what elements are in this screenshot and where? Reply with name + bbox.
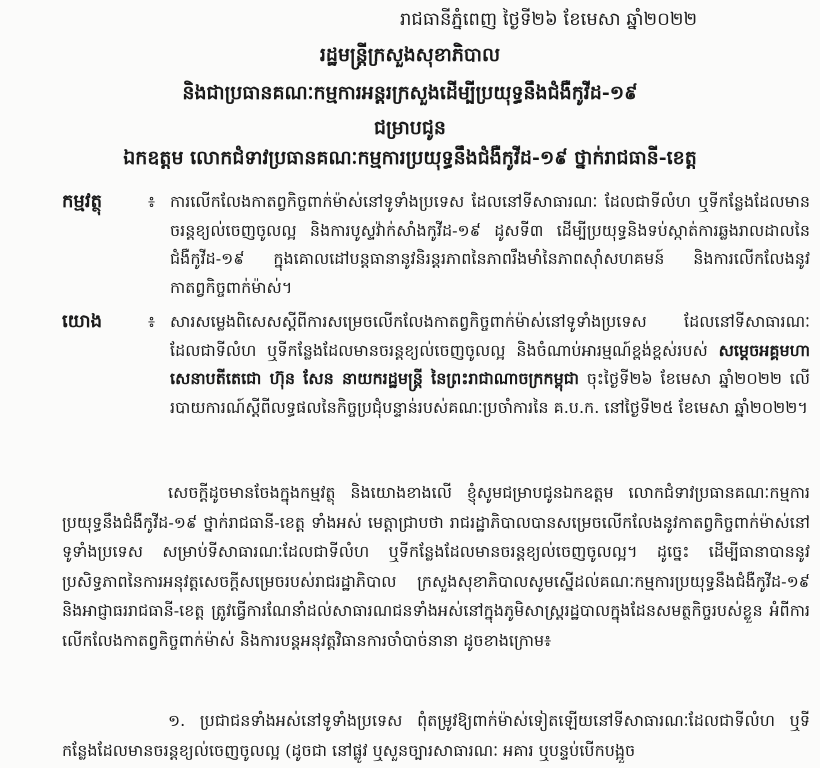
reference-text-end: ចុះថ្ងៃទី២៦ ខែមេសា ឆ្នាំ២០២២ លើរបាយការណ៍ស្តីពីលទ្ធផលនៃកិច្ចប្រជុំបន្ទាន់របស់គណៈប្រចាំការនៃ គ.ប.ក. នៅថ្ងៃទី២៥ ខែមេសា ឆ្នាំ២០២២។: [170, 369, 811, 417]
body-paragraph-1: សេចក្តីដូចមានចែងក្នុងកម្មវត្ថុ និងយោងខាងលើ ខ្ញុំសូមជម្រាបជូនឯកឧត្តម លោកជំទាវប្រធានគណៈកម្មការប្រយុទ្ធនឹងជំងឺកូវីដ-១៩ ថ្នាក់រាជធានី-ខេត្ត ទាំងអស់ មេត្តាជ្រាបថា រាជរដ្ឋាភិបាលបានសម្រេចលើកលែងនូវកាតព្វកិច្ចពាក់ម៉ាស់នៅទូទាំងប្រទេស សម្រាប់ទីសាធារណៈដែលជាទីលំហ ឬទីកន្លែងដែលមានចរន្តខ្យល់ចេញចូលល្អ។ ដូច្នេះ ដើម្បីធានាបាននូវប្រសិទ្ធភាពនៃការអនុវត្តសេចក្តីសម្រេចរបស់រាជរដ្ឋាភិបាល ក្រសួងសុខាភិបាលសូមស្នើដល់គណៈកម្មការប្រយុទ្ធនឹងជំងឺកូវីដ-១៩ និងអាជ្ញាធររាជធានី-ខេត្ត ត្រូវធ្វើការណែនាំដល់សាធារណជនទាំងអស់នៅក្នុងភូមិសាស្ត្ររដ្ឋបាលក្នុងដែនសមត្ថកិច្ចរបស់ខ្លួន អំពីការលើកលែងកាតព្វកិច្ចពាក់ម៉ាស់ និងការបន្តអនុវត្តវិធានការចាំបាច់នានា ដូចខាងក្រោម៖: [62, 483, 810, 650]
heading-recipients: ឯកឧត្តម លោកជំទាវប្រធានគណៈកម្មការប្រយុទ្ធនឹងជំងឺកូវីដ-១៩ ថ្នាក់រាជធានី-ខេត្ត: [123, 147, 697, 169]
subject-text: ការលើកលែងកាតព្វកិច្ចពាក់ម៉ាស់នៅទូទាំងប្រទេស ដែលនៅទីសាធារណៈ ដែលជាទីលំហ ឬទីកន្លែងដែលមានចរន្តខ្យល់ចេញចូលល្អ និងការបូស្ទវ៉ាក់សាំងកូវីដ-១៩ ដូសទី៣ ដើម្បីប្រយុទ្ធនិងទប់ស្កាត់ការឆ្លងរាលដាលនៃជំងឺកូវីដ-១៩ ក្នុងគោលដៅបន្តធានានូវនិរន្តរភាពនៃភាពរឹងមាំនៃភាពស៊ាំសហគមន៍ និងការលើកលែងនូវកាតព្វកិច្ចពាក់ម៉ាស់។: [170, 192, 810, 297]
reference-colon: ៖: [148, 312, 156, 331]
subject-colon: ៖: [148, 192, 156, 211]
subject-block: [62, 188, 810, 306]
reference-text-bold: សម្តេចអគ្គមហាសេនាបតីតេជោ ហ៊ុន សែន នាយករដ្ឋមន្ត្រី នៃព្រះរាជាណាចក្រកម្ពុជា: [170, 340, 810, 388]
reference-text: [170, 308, 810, 422]
subject-label: កម្មវត្ថុ: [62, 191, 102, 212]
reference-text-start: សារសម្លេងពិសេសស្តីពីការសម្រេចលើកលែងកាតព្វកិច្ចពាក់ម៉ាស់នៅទូទាំងប្រទេស ដែលនៅទីសាធារណៈ ដែលជាទីលំហ ឬទីកន្លែងដែលមានចរន្តខ្យល់ចេញចូលល្អ និងចំណាប់អារម្មណ៍ខ្ពង់ខ្ពស់របស់: [170, 312, 810, 360]
reference-block: [62, 308, 810, 468]
heading-ministry: រដ្ឋមន្ត្រីក្រសួងសុខាភិបាល: [319, 44, 501, 66]
heading-committee: និងជាប្រធានគណៈកម្មការអន្តរក្រសួងដើម្បីប្រយុទ្ធនឹងជំងឺកូវីដ-១៩: [182, 82, 638, 104]
body-paragraph-2: ១. ប្រជាជនទាំងអស់នៅទូទាំងប្រទេស ពុំតម្រូវឱ្យពាក់ម៉ាស់ទៀតឡើយនៅទីសាធារណៈដែលជាទីលំហ ឬទីកន្លែងដែលមានចរន្តខ្យល់ចេញចូលល្អ (ដូចជា នៅផ្លូវ ឬសួនច្បារសាធារណៈ អគារ ឬបន្ទប់បើកបង្អួច: [62, 711, 810, 760]
heading-addressed-to: ជម្រាបជូន: [374, 117, 446, 139]
dateline: រាជធានីភ្នំពេញ ថ្ងៃទី២៦ ខែមេសា ឆ្នាំ២០២២: [400, 9, 698, 30]
reference-label: យោង: [62, 311, 102, 332]
